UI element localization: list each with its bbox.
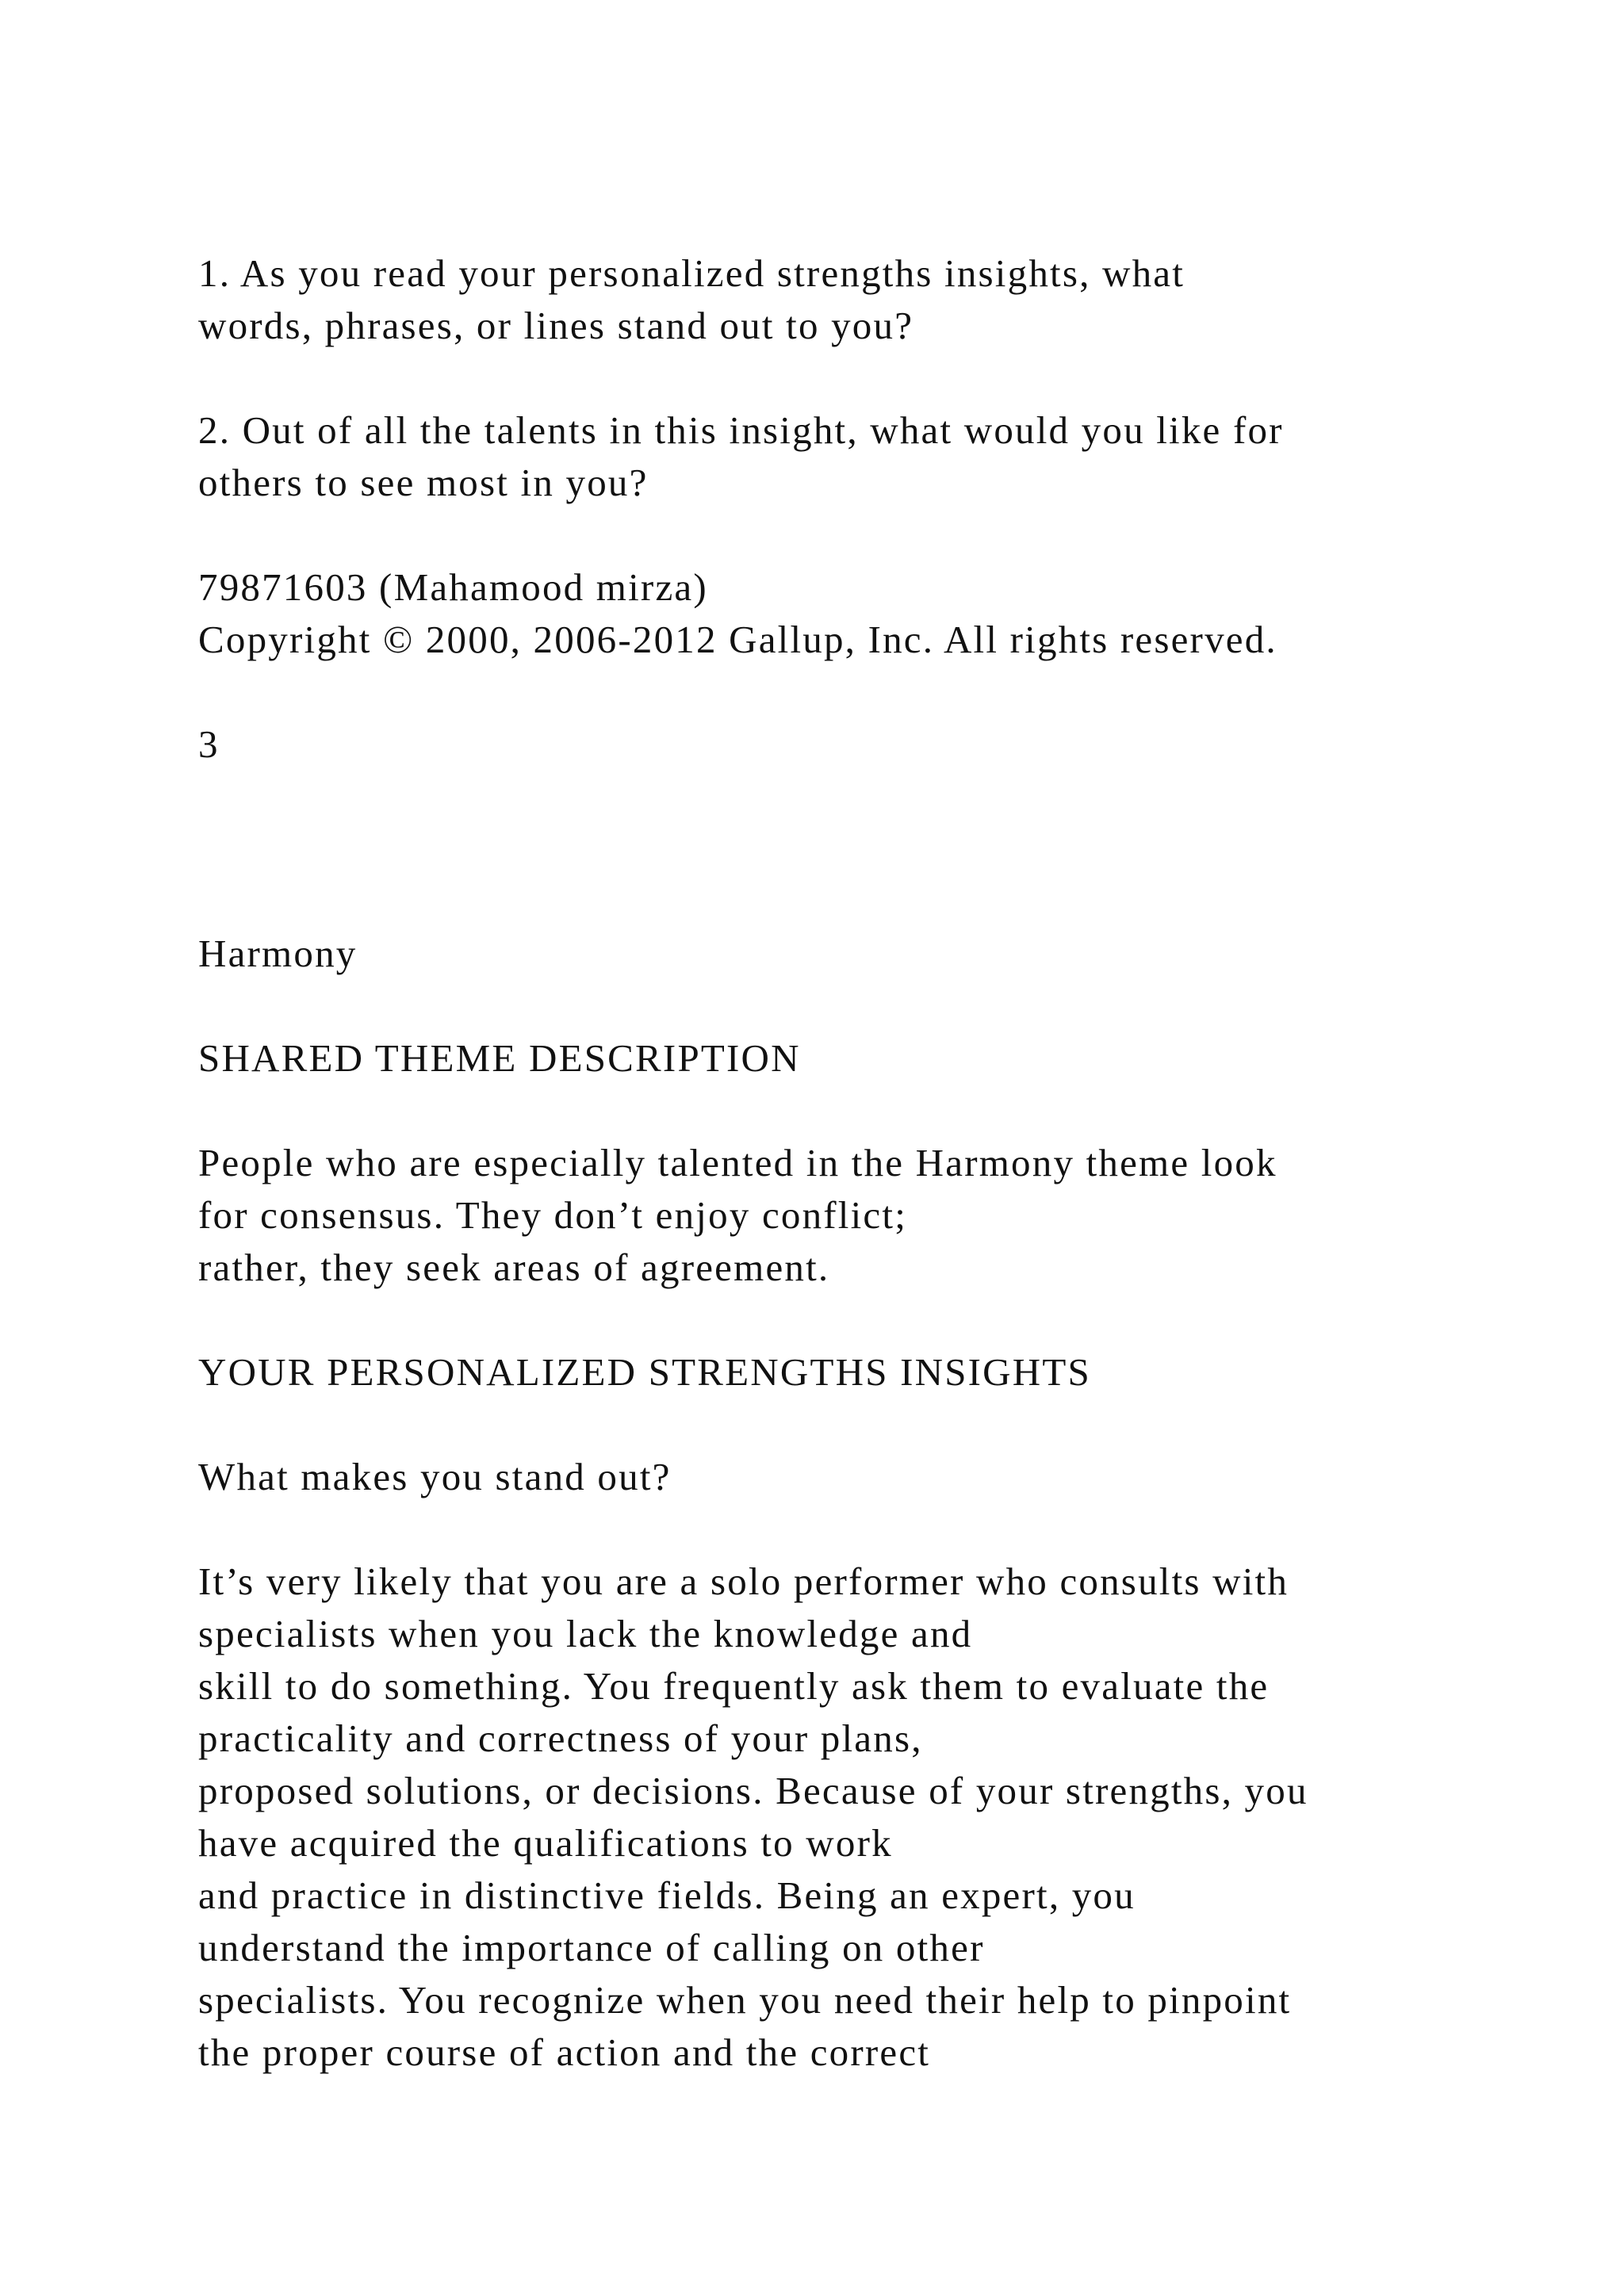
description-line: for consensus. They don’t enjoy conflict;	[198, 1193, 908, 1237]
body-line: and practice in distinctive fields. Being an expert, you	[198, 1873, 1136, 1917]
body-line: specialists when you lack the knowledge and	[198, 1612, 973, 1655]
question-1-line-1: 1. As you read your personalized strengths insights, what	[198, 251, 1185, 295]
body-line: the proper course of action and the correct	[198, 2030, 931, 2074]
body-line: proposed solutions, or decisions. Because of your strengths, you	[198, 1769, 1308, 1812]
stand-out-subheading: What makes you stand out?	[198, 1455, 672, 1498]
body-line: practicality and correctness of your plans,	[198, 1716, 923, 1760]
description-line: People who are especially talented in the Harmony theme look	[198, 1141, 1277, 1184]
body-line: It’s very likely that you are a solo performer who consults with	[198, 1559, 1289, 1603]
body-line: have acquired the qualifications to work	[198, 1821, 893, 1865]
description-line: rather, they seek areas of agreement.	[198, 1246, 830, 1289]
body-line: skill to do something. You frequently ask them to evaluate the	[198, 1664, 1270, 1708]
shared-theme-heading: SHARED THEME DESCRIPTION	[198, 1036, 801, 1080]
user-id-line: 79871603 (Mahamood mirza)	[198, 565, 708, 609]
question-2-line-1: 2. Out of all the talents in this insight, what would you like for	[198, 408, 1284, 452]
question-2-line-2: others to see most in you?	[198, 461, 649, 504]
insights-heading: YOUR PERSONALIZED STRENGTHS INSIGHTS	[198, 1350, 1091, 1394]
body-line: understand the importance of calling on other	[198, 1926, 985, 1969]
copyright-line: Copyright © 2000, 2006-2012 Gallup, Inc. All rights reserved.	[198, 618, 1277, 661]
document-body	[198, 247, 1546, 2079]
question-1-line-2: words, phrases, or lines stand out to you?	[198, 304, 914, 347]
page-number: 3	[198, 722, 220, 766]
body-line: specialists. You recognize when you need their help to pinpoint	[198, 1978, 1292, 2022]
theme-title: Harmony	[198, 932, 358, 975]
